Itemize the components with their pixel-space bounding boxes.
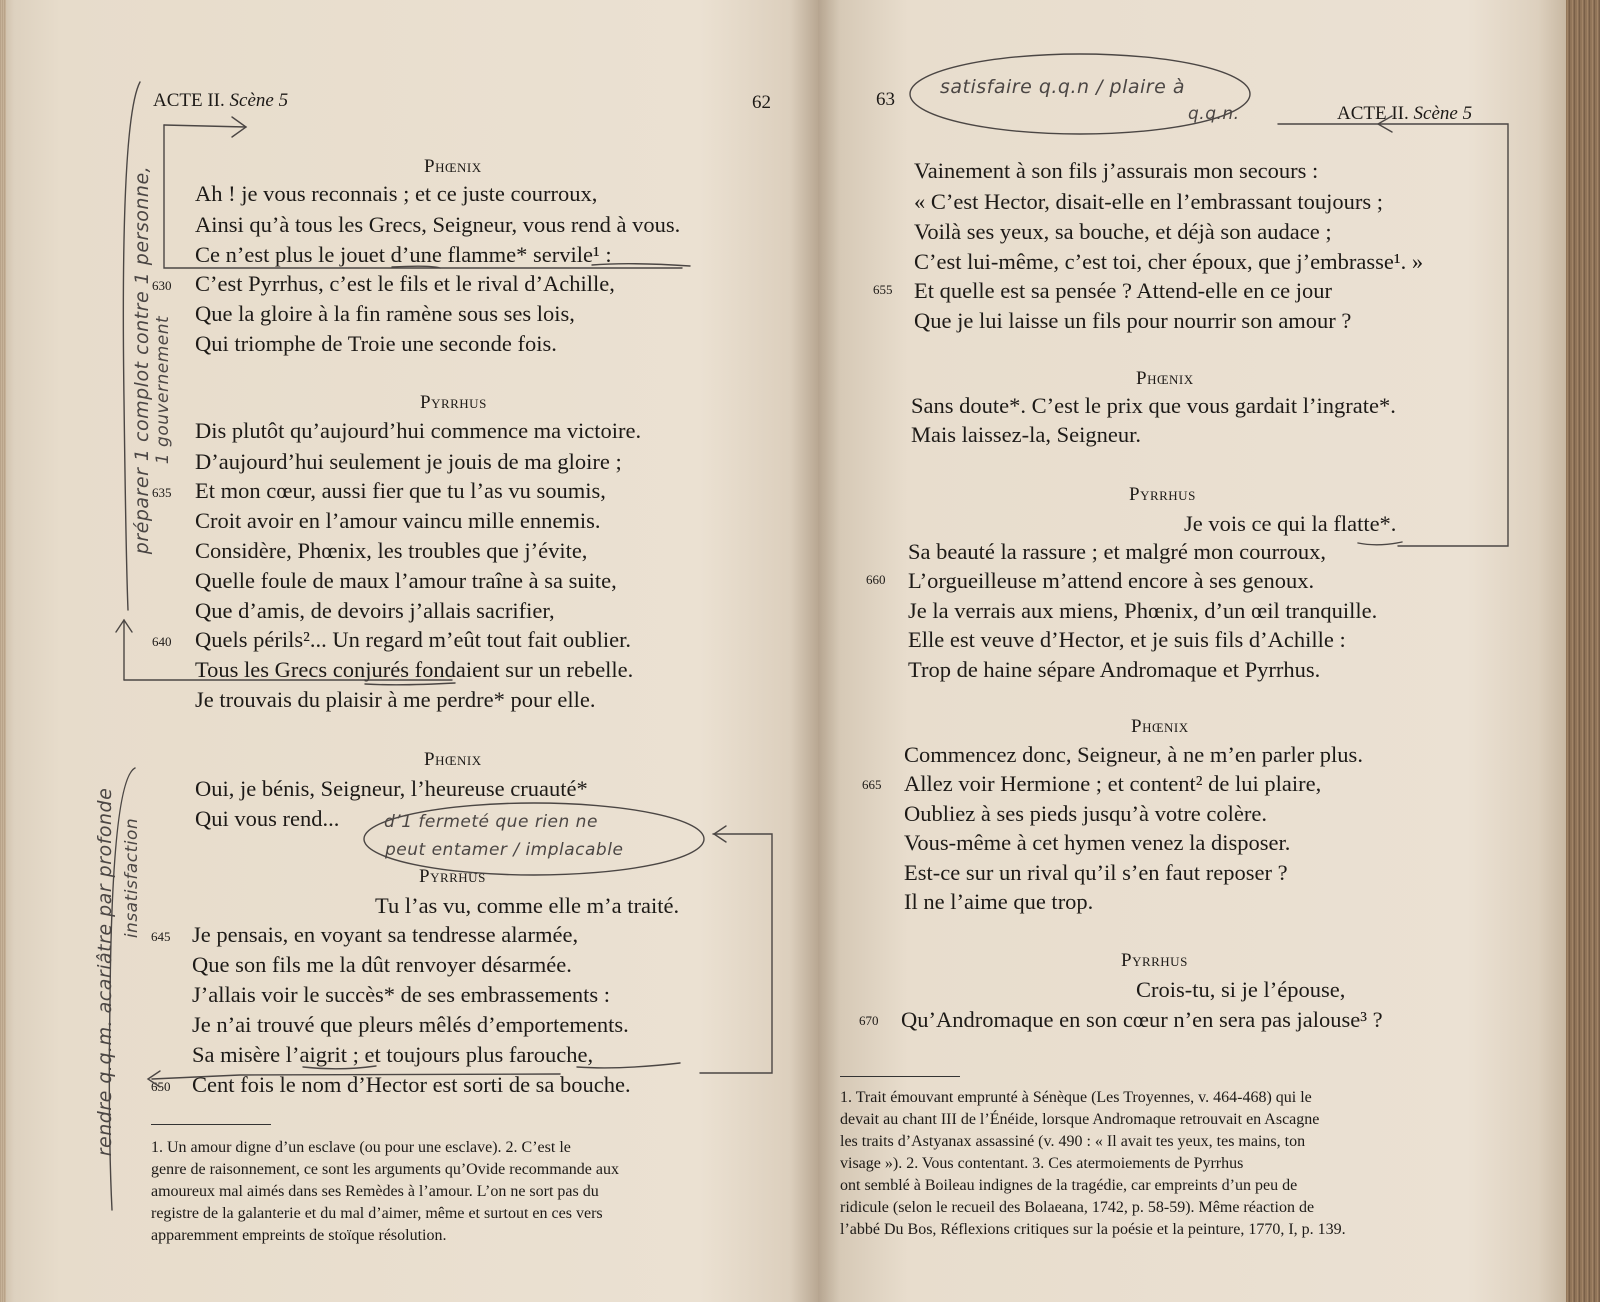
verse-line: C’est Pyrrhus, c’est le fils et le rival d’Achille, bbox=[195, 271, 615, 296]
verse-line: Tous les Grecs conjurés fondaient sur un rebelle. bbox=[195, 657, 634, 682]
verse-line: Il ne l’aime que trop. bbox=[904, 889, 1094, 914]
left-page-number: 62 bbox=[752, 92, 771, 113]
verse-line: Je n’ai trouvé que pleurs mêlés d’emportements. bbox=[192, 1012, 629, 1037]
right-page bbox=[818, 0, 1566, 1302]
speaker-pyrrhus: Pyrrhus bbox=[1121, 950, 1188, 971]
verse-line: C’est lui-même, c’est toi, cher époux, que j’embrasse¹. » bbox=[914, 249, 1424, 274]
verse-line: Ah ! je vous reconnais ; et ce juste courroux, bbox=[195, 181, 598, 206]
verse-line: Que la gloire à la fin ramène sous ses lois, bbox=[195, 301, 575, 326]
verse-line: Que d’amis, de devoirs j’allais sacrifier, bbox=[195, 598, 555, 623]
verse-line: D’aujourd’hui seulement je jouis de ma gloire ; bbox=[195, 449, 622, 474]
verse-line: « C’est Hector, disait-elle en l’embrassant toujours ; bbox=[914, 189, 1383, 214]
verse-line: Dis plutôt qu’aujourd’hui commence ma victoire. bbox=[195, 418, 642, 443]
speaker-phoenix: Phœnix bbox=[424, 749, 482, 770]
line-number: 635 bbox=[152, 485, 172, 500]
verse-line: Voilà ses yeux, sa bouche, et déjà son audace ; bbox=[914, 219, 1332, 244]
line-number: 630 bbox=[152, 278, 172, 293]
footnote-line: genre de raisonnement, ce sont les arguments qu’Ovide recommande aux bbox=[151, 1161, 619, 1178]
verse-line: Commencez donc, Seigneur, à ne m’en parler plus. bbox=[904, 742, 1363, 767]
margin-note: 1 gouvernement bbox=[153, 315, 173, 465]
right-pencil-marks bbox=[818, 0, 1566, 1302]
speaker-phoenix: Phœnix bbox=[1131, 716, 1189, 737]
verse-line: Je la verrais aux miens, Phœnix, d’un œil tranquille. bbox=[908, 598, 1378, 623]
footnote-line: les traits d’Astyanax assassiné (v. 490 : « Il avait tes yeux, tes mains, ton bbox=[840, 1133, 1306, 1150]
footnote-line: ont semblé à Boileau indignes de la tragédie, car empreints d’un peu de bbox=[840, 1177, 1298, 1194]
verse-line: Cent fois le nom d’Hector est sorti de sa bouche. bbox=[192, 1072, 631, 1097]
book-page-edges bbox=[1566, 0, 1600, 1302]
verse-line: Est-ce sur un rival qu’il s’en faut reposer ? bbox=[904, 860, 1288, 885]
footnote-line: apparemment empreints de stoïque résolution. bbox=[151, 1227, 447, 1244]
verse-line: Croit avoir en l’amour vaincu mille ennemis. bbox=[195, 508, 601, 533]
right-scene-label: Scène 5 bbox=[1413, 103, 1473, 124]
footnote-line: 1. Trait émouvant emprunté à Sénèque (Les Troyennes, v. 464-468) qui le bbox=[840, 1089, 1312, 1106]
footnote-line: 1. Un amour digne d’un esclave (ou pour une esclave). 2. C’est le bbox=[151, 1139, 571, 1156]
footnote-line: devait au chant III de l’Énéide, lorsque Andromaque retrouvait en Ascagne bbox=[840, 1111, 1320, 1128]
verse-line: Qui vous rend... bbox=[195, 806, 340, 831]
verse-line: Que son fils me la dût renvoyer désarmée. bbox=[192, 952, 572, 977]
footnote-line: registre de la galanterie et du mal d’aimer, même et surtout en ces vers bbox=[151, 1205, 603, 1222]
verse-line: Vous-même à cet hymen venez la disposer. bbox=[904, 830, 1291, 855]
footnote-line: visage »). 2. Vous contentant. 3. Ces atermoiements de Pyrrhus bbox=[840, 1155, 1244, 1172]
left-scene-label: Scène 5 bbox=[229, 90, 289, 111]
speaker-pyrrhus: Pyrrhus bbox=[1129, 484, 1196, 505]
verse-line: Considère, Phœnix, les troubles que j’évite, bbox=[195, 538, 588, 563]
speaker-phoenix: Phœnix bbox=[424, 156, 482, 177]
speaker-pyrrhus: Pyrrhus bbox=[420, 392, 487, 413]
verse-line: Je vois ce qui la flatte*. bbox=[1184, 511, 1397, 536]
verse-line: Oui, je bénis, Seigneur, l’heureuse cruauté* bbox=[195, 776, 588, 801]
header-note: q.q.n. bbox=[1188, 104, 1240, 124]
line-number: 645 bbox=[151, 929, 171, 944]
line-number: 650 bbox=[151, 1079, 171, 1094]
verse-line: Je pensais, en voyant sa tendresse alarmée, bbox=[192, 922, 579, 947]
line-number: 670 bbox=[859, 1013, 879, 1028]
inline-note: peut entamer / implacable bbox=[385, 840, 624, 860]
verse-line: Vainement à son fils j’assurais mon secours : bbox=[914, 158, 1319, 183]
line-number: 665 bbox=[862, 777, 882, 792]
verse-line: Oubliez à ses pieds jusqu’à votre colère. bbox=[904, 801, 1267, 826]
verse-line: Qu’Andromaque en son cœur n’en sera pas jalouse³ ? bbox=[901, 1007, 1383, 1032]
header-note: satisfaire q.q.n / plaire à bbox=[940, 76, 1185, 98]
verse-line: Qui triomphe de Troie une seconde fois. bbox=[195, 331, 557, 356]
margin-note: rendre q.q.m. acariâtre par profonde bbox=[94, 787, 116, 1157]
left-act-label: ACTE II. bbox=[153, 90, 225, 111]
verse-line: Trop de haine sépare Andromaque et Pyrrhus. bbox=[908, 657, 1321, 682]
verse-line: Sans doute*. C’est le prix que vous gardait l’ingrate*. bbox=[911, 393, 1396, 418]
verse-line: Je trouvais du plaisir à me perdre* pour elle. bbox=[195, 687, 596, 712]
line-number: 660 bbox=[866, 572, 886, 587]
verse-line: J’allais voir le succès* de ses embrassements : bbox=[192, 982, 611, 1007]
verse-line: Crois-tu, si je l’épouse, bbox=[1136, 977, 1346, 1002]
footnote-line: amoureux mal aimés dans ses Remèdes à l’amour. L’on ne sort pas du bbox=[151, 1183, 599, 1200]
verse-line: Quels périls²... Un regard m’eût tout fait oublier. bbox=[195, 627, 632, 652]
margin-note: insatisfaction bbox=[122, 817, 142, 939]
verse-line: Tu l’as vu, comme elle m’a traité. bbox=[375, 893, 680, 918]
verse-line: Et mon cœur, aussi fier que tu l’as vu soumis, bbox=[195, 478, 606, 503]
verse-line: Elle est veuve d’Hector, et je suis fils d’Achille : bbox=[908, 627, 1346, 652]
inline-note: d’1 fermeté que rien ne bbox=[384, 812, 598, 832]
verse-line: Quelle foule de maux l’amour traîne à sa suite, bbox=[195, 568, 617, 593]
line-number: 655 bbox=[873, 282, 893, 297]
verse-line: Ainsi qu’à tous les Grecs, Seigneur, vous rend à vous. bbox=[195, 212, 681, 237]
verse-line: Que je lui laisse un fils pour nourrir son amour ? bbox=[914, 308, 1352, 333]
margin-note: préparer 1 complot contre 1 personne, bbox=[131, 165, 153, 555]
line-number: 640 bbox=[152, 634, 172, 649]
footnote-line: ridicule (selon le recueil des Bolaeana, 1742, p. 58-59). Même réaction de bbox=[840, 1199, 1315, 1216]
verse-line: Allez voir Hermione ; et content² de lui plaire, bbox=[904, 771, 1322, 796]
verse-line: Sa misère l’aigrit ; et toujours plus farouche, bbox=[192, 1042, 594, 1067]
right-act-label: ACTE II. bbox=[1337, 103, 1409, 124]
verse-line: Sa beauté la rassure ; et malgré mon courroux, bbox=[908, 539, 1326, 564]
verse-line: Et quelle est sa pensée ? Attend-elle en ce jour bbox=[914, 278, 1332, 303]
verse-line: Ce n’est plus le jouet d’une flamme* servile¹ : bbox=[195, 242, 612, 267]
speaker-pyrrhus: Pyrrhus bbox=[419, 866, 486, 887]
verse-line: Mais laissez-la, Seigneur. bbox=[911, 422, 1141, 447]
speaker-phoenix: Phœnix bbox=[1136, 368, 1194, 389]
footnote-line: l’abbé Du Bos, Réflexions critiques sur la poésie et la peinture, 1770, I, p. 139. bbox=[840, 1221, 1346, 1238]
verse-line: L’orgueilleuse m’attend encore à ses genoux. bbox=[908, 568, 1315, 593]
right-page-number: 63 bbox=[876, 89, 895, 110]
